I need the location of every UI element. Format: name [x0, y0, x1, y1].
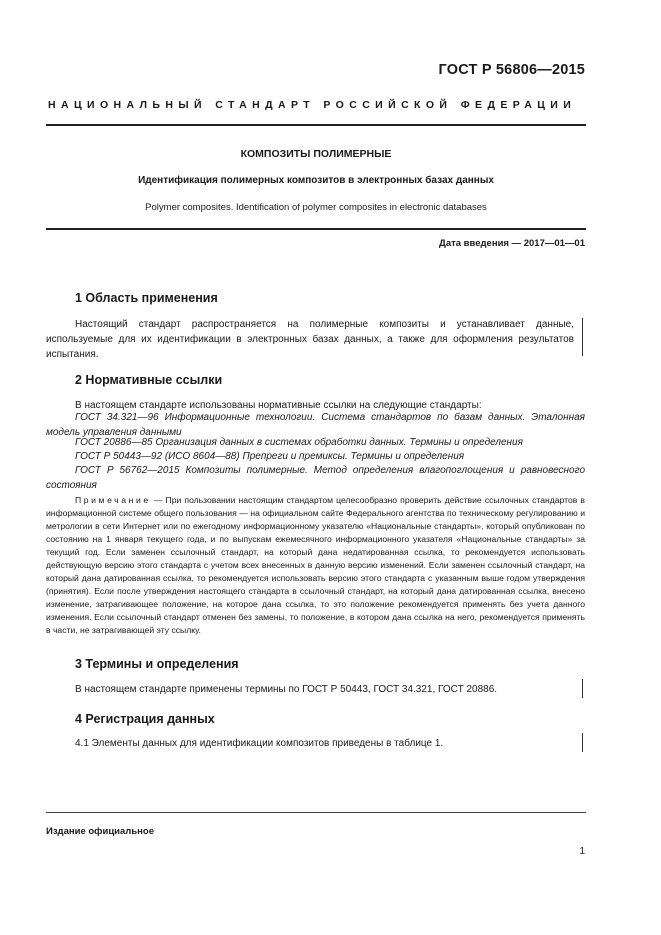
- section-3-heading: 3 Термины и определения: [75, 657, 239, 671]
- section-4-heading: 4 Регистрация данных: [75, 712, 215, 726]
- reference-item: ГОСТ Р 56762—2015 Композиты полимерные. Метод определения влагопоглощения и равновесного состояния: [46, 465, 585, 491]
- section-3-text: В настоящем стандарте применены термины по ГОСТ Р 50443, ГОСТ 34.321, ГОСТ 20886.: [75, 684, 498, 695]
- subtitle-russian: Идентификация полимерных композитов в электронных базах данных: [138, 175, 494, 186]
- note-block: [46, 494, 585, 637]
- reference-item: ГОСТ 34.321—96 Информационные технологии. Система стандартов по базам данных. Эталонная модель управления данными: [46, 412, 585, 438]
- note-text: — При пользовании настоящим стандартом целесообразно проверить действие ссылочных стандартов в информационной системе общего пользования — на официальном сайте Федерального агентства по техническому регулированию и метрологии в сети Интернет или по ежегодному информационному указателю «Национальные стандарты», который опубликован по состоянию на 1 января текущего года, и по выпускам ежемесячного информационного указателя «Национальные стандарты» за текущий год. Если заменен ссылочный стандарт, на который дана недатированная ссылка, то рекомендуется использовать действующую версию этого стандарта с учетом всех внесенных в данную версию изменений. Если заменен ссылочный стандарт, на который дана датированная ссылка, то рекомендуется использовать версию этого стандарта с указанным выше годом утверждения (принятия). Если после утверждения настоящего стандарта в ссылочный стандарт, на который дана датированная ссылка, внесено изменение, затрагивающее положение, на которое дана ссылка, то это положение рекомендуется применять без учета данного изменения. Если ссылочный стандарт отменен без замены, то положение, в котором дана ссылка на него, рекомендуется применять в части, не затрагивающей эту ссылку.: [46, 495, 585, 635]
- page-number: 1: [579, 846, 585, 857]
- section-2-intro: В настоящем стандарте использованы нормативные ссылки на следующие стандарты:: [75, 400, 482, 411]
- section-2-heading: 2 Нормативные ссылки: [75, 373, 223, 387]
- official-edition-label: Издание официальное: [46, 826, 154, 837]
- gost-number: ГОСТ Р 56806—2015: [438, 62, 585, 78]
- section-1-heading: 1 Область применения: [75, 291, 218, 305]
- title-english: Polymer composites. Identification of polymer composites in electronic databases: [145, 202, 487, 213]
- change-bar: [582, 733, 583, 752]
- top-divider: [46, 124, 586, 126]
- section-1-text: Настоящий стандарт распространяется на полимерные композиты и устанавливает данные, используемые для их идентификации в электронных базах данных, а также для оформления результатов испытания.: [46, 319, 574, 360]
- change-bar: [582, 318, 583, 356]
- change-bar: [582, 679, 583, 698]
- title-russian: КОМПОЗИТЫ ПОЛИМЕРНЫЕ: [240, 148, 392, 160]
- footer-divider: [46, 812, 586, 813]
- note-label: Примечание: [75, 495, 151, 505]
- introduction-date: Дата введения — 2017—01—01: [439, 238, 585, 249]
- title-divider: [46, 228, 586, 230]
- reference-item: ГОСТ Р 50443—92 (ИСО 8604—88) Препреги и премиксы. Термины и определения: [75, 451, 465, 462]
- section-4-text: 4.1 Элементы данных для идентификации композитов приведены в таблице 1.: [75, 738, 444, 749]
- national-standard-banner: НАЦИОНАЛЬНЫЙ СТАНДАРТ РОССИЙСКОЙ ФЕДЕРАЦИИ: [48, 99, 577, 111]
- reference-item: ГОСТ 20886—85 Организация данных в системах обработки данных. Термины и определения: [75, 437, 523, 448]
